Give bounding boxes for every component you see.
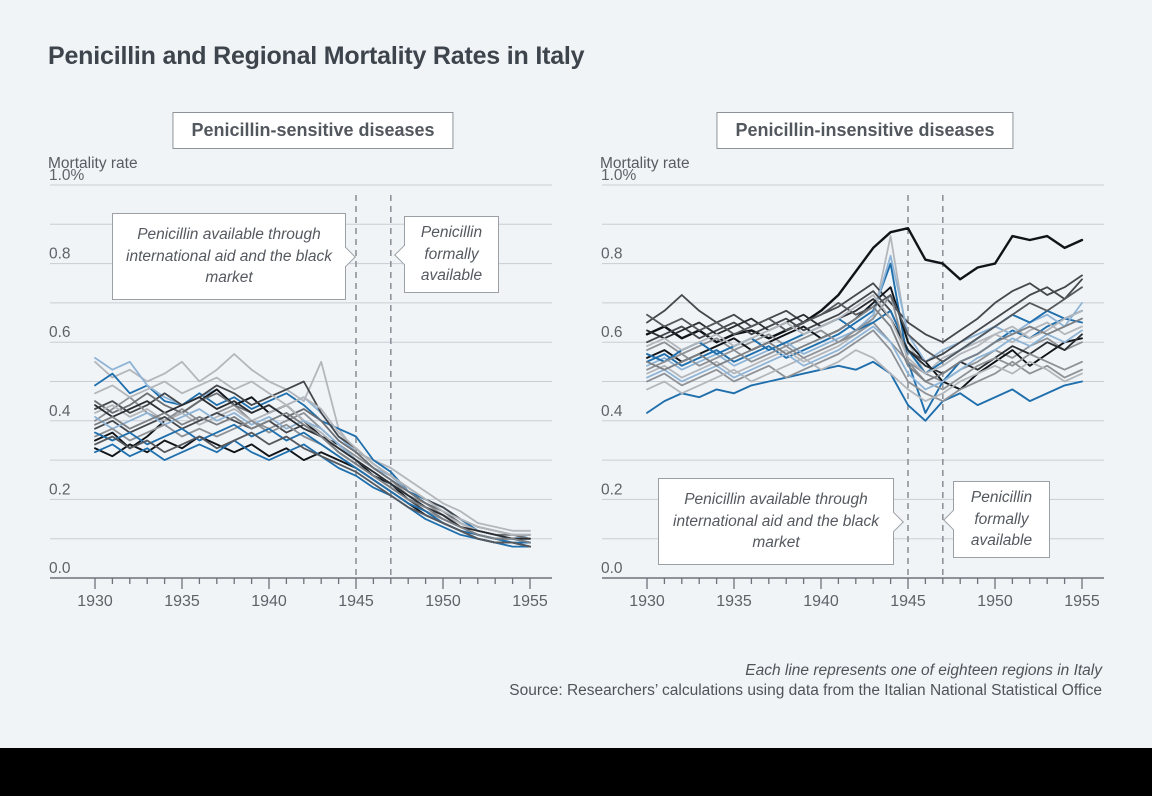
x-tick-label: 1945: [890, 593, 926, 610]
x-tick-label: 1930: [629, 593, 665, 610]
y-tick-label: 0.4: [601, 402, 623, 420]
page-title: Penicillin and Regional Mortality Rates in Italy: [48, 42, 585, 70]
y-axis-title: Mortality rate: [600, 155, 690, 172]
bottom-band: [0, 748, 1152, 796]
x-tick-label: 1945: [338, 593, 374, 610]
footer: [509, 661, 1102, 702]
callout-penicillin-aid: [658, 478, 894, 565]
y-tick-label: 0.0: [601, 560, 623, 577]
y-tick-label: 0.8: [601, 245, 623, 263]
callout-text: Penicillin available through international aid and the black market: [126, 225, 332, 287]
y-tick-label: 0.0: [49, 560, 71, 577]
y-tick-label: 0.6: [601, 324, 623, 342]
panel-header-insensitive: Penicillin-insensitive diseases: [716, 112, 1013, 149]
x-tick-label: 1955: [512, 593, 548, 610]
y-tick-label: 1.0%: [49, 167, 85, 184]
footer-source: Source: Researchers’ calculations using data from the Italian National Statistical Office: [509, 682, 1102, 700]
x-tick-label: 1935: [164, 593, 200, 610]
x-tick-label: 1950: [977, 593, 1013, 610]
panel-header-sensitive: Penicillin-sensitive diseases: [172, 112, 453, 149]
y-tick-label: 0.2: [601, 481, 623, 499]
callout-penicillin-formal: [953, 481, 1050, 558]
callout-text: Penicillin formally available: [420, 223, 483, 285]
line-chart-sensitive: [40, 110, 562, 622]
x-tick-label: 1950: [425, 593, 461, 610]
callout-penicillin-formal: [404, 216, 499, 293]
footer-note: Each line represents one of eighteen regions in Italy: [745, 662, 1102, 679]
y-axis-title: Mortality rate: [48, 155, 138, 172]
y-tick-label: 0.8: [49, 245, 71, 263]
chart-panel-sensitive: [40, 110, 562, 622]
y-tick-label: 0.4: [49, 402, 71, 420]
x-tick-label: 1935: [716, 593, 752, 610]
callout-text: Penicillin formally available: [970, 488, 1033, 550]
chart-panel-insensitive: [592, 110, 1114, 622]
y-tick-label: 0.6: [49, 324, 71, 342]
callout-penicillin-aid: [112, 213, 346, 300]
x-tick-label: 1940: [803, 593, 839, 610]
x-tick-label: 1930: [77, 593, 113, 610]
y-tick-label: 1.0%: [601, 167, 637, 184]
callout-text: Penicillin available through international aid and the black market: [673, 490, 879, 552]
x-tick-label: 1940: [251, 593, 287, 610]
x-tick-label: 1955: [1064, 593, 1100, 610]
y-tick-label: 0.2: [49, 481, 71, 499]
